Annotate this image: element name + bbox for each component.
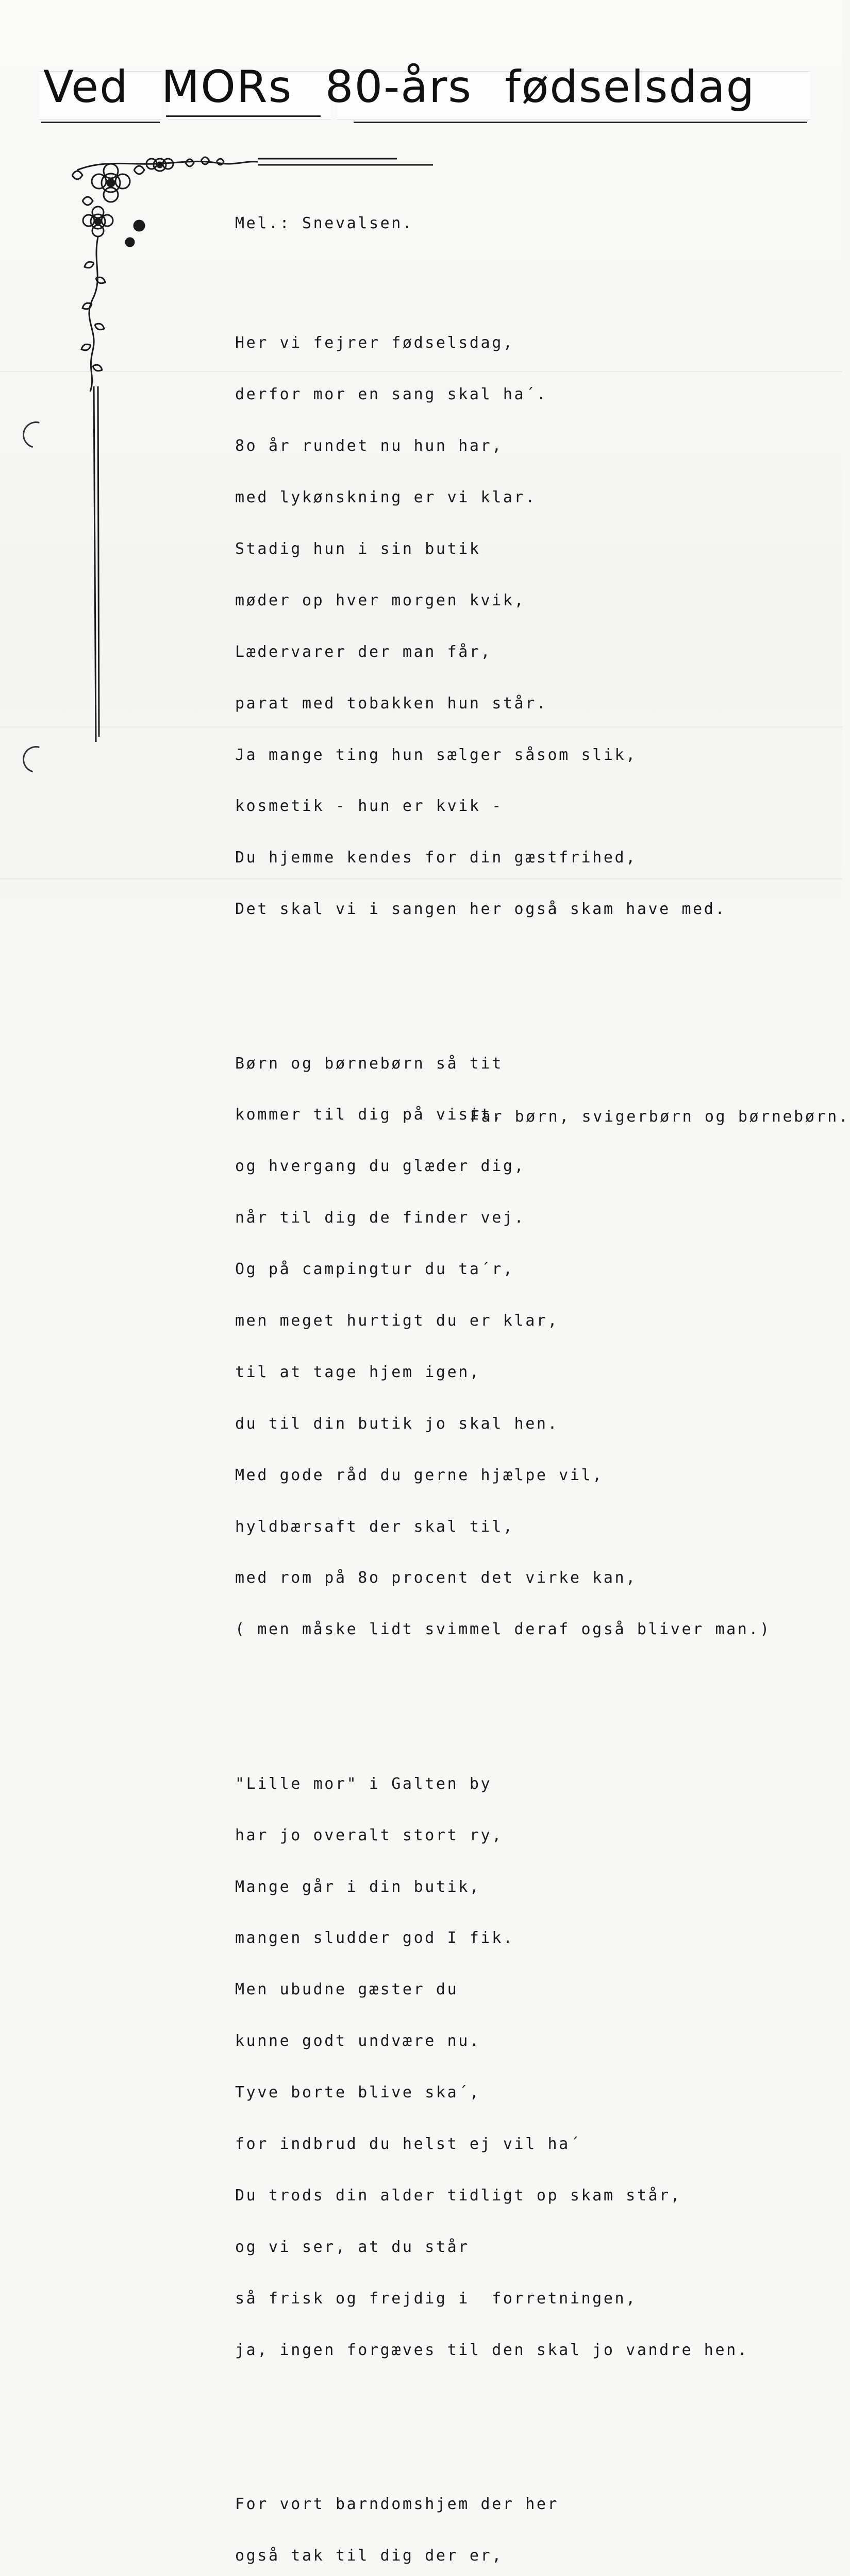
verse-line: så frisk og frejdig i forretningen, bbox=[235, 2289, 637, 2308]
verse-line: ja, ingen forgæves til den skal jo vandre hen. bbox=[235, 2341, 749, 2359]
verse-line: Stadig hun i sin butik bbox=[235, 539, 481, 558]
verse-line: når til dig de finder vej. bbox=[235, 1209, 526, 1227]
verse-line: Ja mange ting hun sælger såsom slik, bbox=[235, 745, 637, 764]
title-underline bbox=[41, 122, 160, 123]
page-title: Ved MORs 80-års fødselsdag bbox=[43, 61, 756, 113]
verse-line: til at tage hjem igen, bbox=[235, 1363, 481, 1381]
verse-line: møder op hver morgen kvik, bbox=[235, 591, 526, 609]
verse-line: har jo overalt stort ry, bbox=[235, 1826, 503, 1844]
verse-line: parat med tobakken hun står. bbox=[235, 694, 548, 713]
punch-hole bbox=[18, 741, 54, 777]
melody-note: Mel.: Snevalsen. bbox=[235, 214, 414, 232]
stanza-3 bbox=[235, 1741, 823, 2393]
verse-line: mangen sludder god I fik. bbox=[235, 1929, 514, 1947]
verse-line: derfor mor en sang skal ha´. bbox=[235, 385, 548, 404]
verse-line: kommer til dig på visit, bbox=[235, 1106, 503, 1124]
verse-line: hyldbærsaft der skal til, bbox=[235, 1517, 514, 1536]
verse-line: Børn og børnebørn så tit bbox=[235, 1054, 503, 1073]
stanza-4 bbox=[235, 2461, 823, 2576]
verse-line: ( men måske lidt svimmel deraf også bliver man.) bbox=[235, 1620, 771, 1639]
verse-line: Du hjemme kendes for din gæstfrihed, bbox=[235, 849, 637, 867]
verse-line: Med gode råd du gerne hjælpe vil, bbox=[235, 1466, 604, 1484]
signature-line: Far børn, svigerbørn og børnebørn. bbox=[470, 1108, 850, 1126]
verse-line: og hvergang du glæder dig, bbox=[235, 1157, 526, 1176]
verse-line: Her vi fejrer fødselsdag, bbox=[235, 334, 514, 352]
verse-line: med rom på 8o procent det virke kan, bbox=[235, 1569, 637, 1587]
verse-line: Men ubudne gæster du bbox=[235, 1980, 459, 1999]
song-body bbox=[235, 180, 823, 2576]
verse-line: men meget hurtigt du er klar, bbox=[235, 1312, 559, 1330]
verse-line: med lykønskning er vi klar. bbox=[235, 488, 537, 507]
verse-line: Du trods din alder tidligt op skam står, bbox=[235, 2186, 682, 2205]
stanza-1 bbox=[235, 300, 823, 952]
verse-line: kosmetik - hun er kvik - bbox=[235, 797, 503, 816]
verse-line: "Lille mor" i Galten by bbox=[235, 1774, 492, 1793]
verse-line: også tak til dig der er, bbox=[235, 2546, 503, 2565]
title-underline bbox=[166, 115, 321, 117]
verse-line: Tyve borte blive ska´, bbox=[235, 2083, 481, 2102]
verse-line: Det skal vi i sangen her også skam have med. bbox=[235, 900, 727, 919]
verse-line: Og på campingtur du ta´r, bbox=[235, 1260, 514, 1279]
title-underline bbox=[354, 122, 807, 123]
punch-hole bbox=[18, 416, 54, 453]
verse-line: Lædervarer der man får, bbox=[235, 642, 492, 661]
verse-line: for indbrud du helst ej vil ha´ bbox=[235, 2134, 581, 2153]
verse-line: du til din butik jo skal hen. bbox=[235, 1414, 559, 1433]
verse-line: Mange går i din butik, bbox=[235, 1877, 481, 1896]
verse-line: For vort barndomshjem der her bbox=[235, 2495, 559, 2513]
verse-line: og vi ser, at du står bbox=[235, 2238, 470, 2256]
verse-line: kunne godt undvære nu. bbox=[235, 2032, 481, 2050]
verse-line: 8o år rundet nu hun har, bbox=[235, 437, 503, 455]
